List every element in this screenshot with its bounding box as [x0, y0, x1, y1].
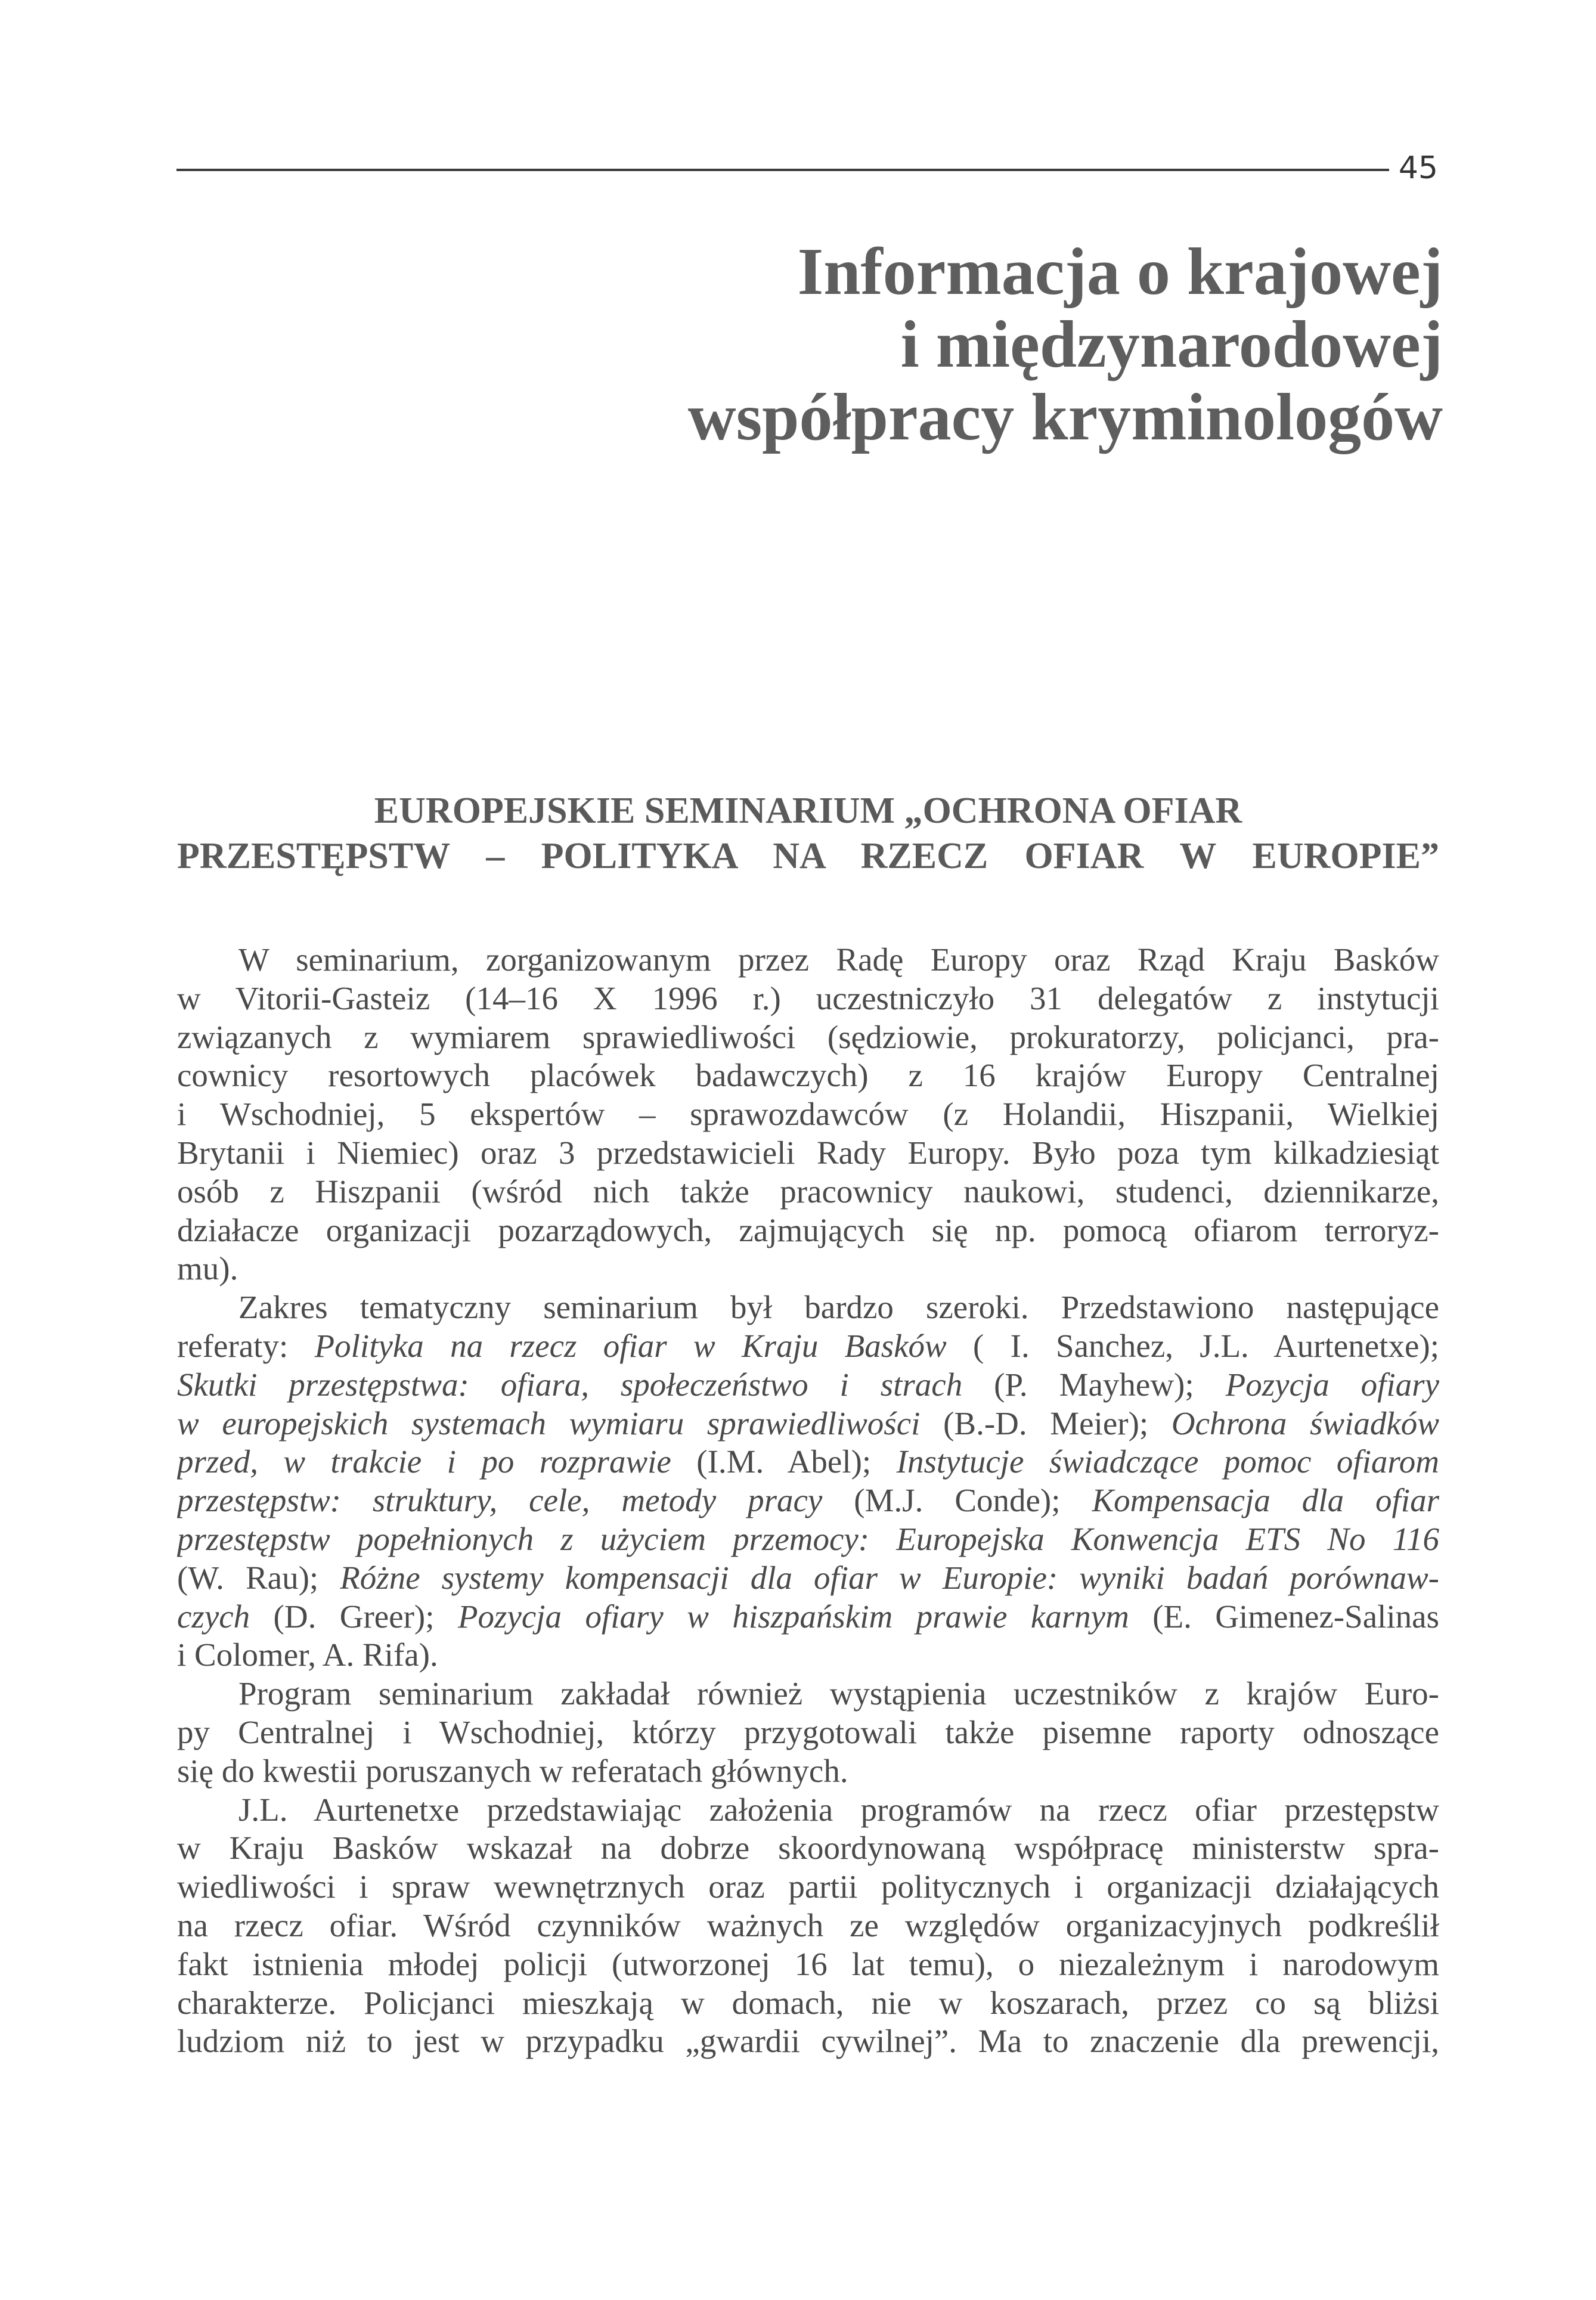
- text-line: [177, 1945, 1439, 1984]
- page-number: 45: [1398, 150, 1438, 186]
- text-segment: (D. Greer);: [250, 1598, 458, 1635]
- text-segment: w Kraju Basków wskazał na dobrze skoordynowaną współpracę ministerstw spra-: [177, 1830, 1439, 1867]
- text-line: [177, 1327, 1439, 1366]
- italic-title-segment: Różne systemy kompensacji dla ofiar w Europie: wyniki badań porównaw-: [340, 1559, 1439, 1596]
- text-line: [177, 2022, 1439, 2061]
- text-segment: i Colomer, A. Rifa).: [177, 1636, 438, 1673]
- text-segment: (W. Rau);: [177, 1559, 340, 1596]
- text-segment: się do kwestii poruszanych w referatach głównych.: [177, 1752, 848, 1789]
- italic-title-segment: przed, w trakcie i po rozprawie: [177, 1443, 671, 1480]
- text-line: [177, 1056, 1439, 1095]
- italic-title-segment: Kompensacja dla ofiar: [1092, 1482, 1439, 1519]
- text-segment: mu).: [177, 1250, 238, 1287]
- text-segment: na rzecz ofiar. Wśród czynników ważnych ze względów organizacyjnych podkreślił: [177, 1907, 1439, 1943]
- text-line: [177, 1134, 1439, 1173]
- paragraph: [177, 941, 1439, 1288]
- article-body: [177, 941, 1439, 2061]
- italic-title-segment: Instytucje świadczące pomoc ofiarom: [896, 1443, 1439, 1480]
- text-segment: referaty:: [177, 1327, 315, 1364]
- text-segment: Program seminarium zakładał również wystąpienia uczestników z krajów Euro-: [238, 1675, 1439, 1712]
- text-segment: w Vitorii-Gasteiz (14–16 X 1996 r.) uczestniczyło 31 delegatów z instytucji: [177, 979, 1439, 1016]
- chapter-title-line: współpracy kryminologów: [687, 380, 1443, 454]
- text-line: [177, 1984, 1439, 2023]
- running-header: [176, 150, 1440, 186]
- italic-title-segment: w europejskich systemach wymiaru sprawiedliwości: [177, 1405, 921, 1442]
- header-rule: [176, 169, 1389, 171]
- text-segment: (P. Mayhew);: [962, 1366, 1226, 1403]
- text-line: [177, 1868, 1439, 1907]
- text-line: [177, 1559, 1439, 1598]
- text-line: [177, 1829, 1439, 1868]
- italic-title-segment: Pozycja ofiary: [1225, 1366, 1439, 1403]
- italic-title-segment: Ochrona świadków: [1171, 1405, 1439, 1442]
- text-line: [177, 1791, 1439, 1830]
- text-segment: Brytanii i Niemiec) oraz 3 przedstawicieli Rady Europy. Było poza tym kilkadziesiąt: [177, 1134, 1439, 1171]
- text-segment: ludziom niż to jest w przypadku „gwardii cywilnej”. Ma to znaczenie dla prewencji,: [177, 2023, 1439, 2060]
- text-line: [177, 1752, 1439, 1791]
- text-segment: wiedliwości i spraw wewnętrznych oraz partii politycznych i organizacji działających: [177, 1868, 1439, 1905]
- text-segment: py Centralnej i Wschodniej, którzy przygotowali także pisemne raporty odnoszące: [177, 1713, 1439, 1750]
- text-line: [177, 1675, 1439, 1713]
- text-line: [177, 1366, 1439, 1405]
- italic-title-segment: Polityka na rzecz ofiar w Kraju Basków: [314, 1327, 947, 1364]
- italic-title-segment: przestępstw popełnionych z użyciem przemocy: Europejska Konwencja ETS No 116: [177, 1520, 1439, 1557]
- text-line: [177, 1173, 1439, 1211]
- italic-title-segment: Skutki przestępstwa: ofiara, społeczeństwo i strach: [177, 1366, 963, 1403]
- section-heading-line: EUROPEJSKIE SEMINARIUM „OCHRONA OFIAR: [374, 791, 1242, 831]
- text-line: [177, 1520, 1439, 1559]
- italic-title-segment: przestępstw: struktury, cele, metody pracy: [177, 1482, 823, 1519]
- text-segment: fakt istnienia młodej policji (utworzonej 16 lat temu), o niezależnym i narodowym: [177, 1945, 1439, 1982]
- paragraph: [177, 1791, 1439, 2062]
- chapter-title-line: i międzynarodowej: [900, 308, 1443, 382]
- text-line: [177, 1250, 1439, 1288]
- text-line: [177, 1713, 1439, 1752]
- text-line: [177, 979, 1439, 1018]
- text-line: [177, 1211, 1439, 1250]
- text-segment: W seminarium, zorganizowanym przez Radę Europy oraz Rząd Kraju Basków: [238, 941, 1439, 978]
- text-line: [177, 1481, 1439, 1520]
- text-line: [177, 1288, 1439, 1327]
- chapter-title-line: Informacja o krajowej: [797, 235, 1443, 309]
- text-line: [177, 1095, 1439, 1134]
- text-line: [177, 1598, 1439, 1636]
- paragraph: [177, 1288, 1439, 1675]
- section-heading: [177, 788, 1439, 879]
- text-segment: (I.M. Abel);: [671, 1443, 897, 1480]
- text-segment: działacze organizacji pozarządowych, zajmujących się np. pomocą ofiarom terroryz-: [177, 1211, 1439, 1248]
- text-line: [177, 1907, 1439, 1945]
- text-segment: charakterze. Policjanci mieszkają w domach, nie w koszarach, przez co są bliżsi: [177, 1984, 1439, 2021]
- italic-title-segment: Pozycja ofiary w hiszpańskim prawie karnym: [457, 1598, 1129, 1635]
- text-line: [177, 1636, 1439, 1675]
- text-segment: Zakres tematyczny seminarium był bardzo szeroki. Przedstawiono następujące: [238, 1289, 1439, 1326]
- text-segment: cownicy resortowych placówek badawczych) z 16 krajów Europy Centralnej: [177, 1057, 1439, 1094]
- text-segment: ( I. Sanchez, J.L. Aurtenetxe);: [946, 1327, 1439, 1364]
- chapter-title: [688, 235, 1443, 454]
- text-segment: (E. Gimenez-Salinas: [1129, 1598, 1439, 1635]
- text-segment: związanych z wymiarem sprawiedliwości (sędziowie, prokuratorzy, policjanci, pra-: [177, 1018, 1439, 1055]
- text-segment: osób z Hiszpanii (wśród nich także pracownicy naukowi, studenci, dziennikarze,: [177, 1173, 1439, 1210]
- section-heading-line: PRZESTĘPSTW – POLITYKA NA RZECZ OFIAR W EUROPIE”: [177, 836, 1439, 876]
- text-segment: J.L. Aurtenetxe przedstawiając założenia programów na rzecz ofiar przestępstw: [238, 1791, 1439, 1828]
- text-segment: (B.-D. Meier);: [920, 1405, 1172, 1442]
- text-line: [177, 1405, 1439, 1443]
- paragraph: [177, 1675, 1439, 1790]
- text-line: [177, 1443, 1439, 1481]
- text-segment: i Wschodniej, 5 ekspertów – sprawozdawców (z Holandii, Hiszpanii, Wielkiej: [177, 1096, 1439, 1133]
- text-segment: (M.J. Conde);: [822, 1482, 1092, 1519]
- text-line: [177, 1018, 1439, 1057]
- italic-title-segment: czych: [177, 1598, 250, 1635]
- text-line: [177, 941, 1439, 979]
